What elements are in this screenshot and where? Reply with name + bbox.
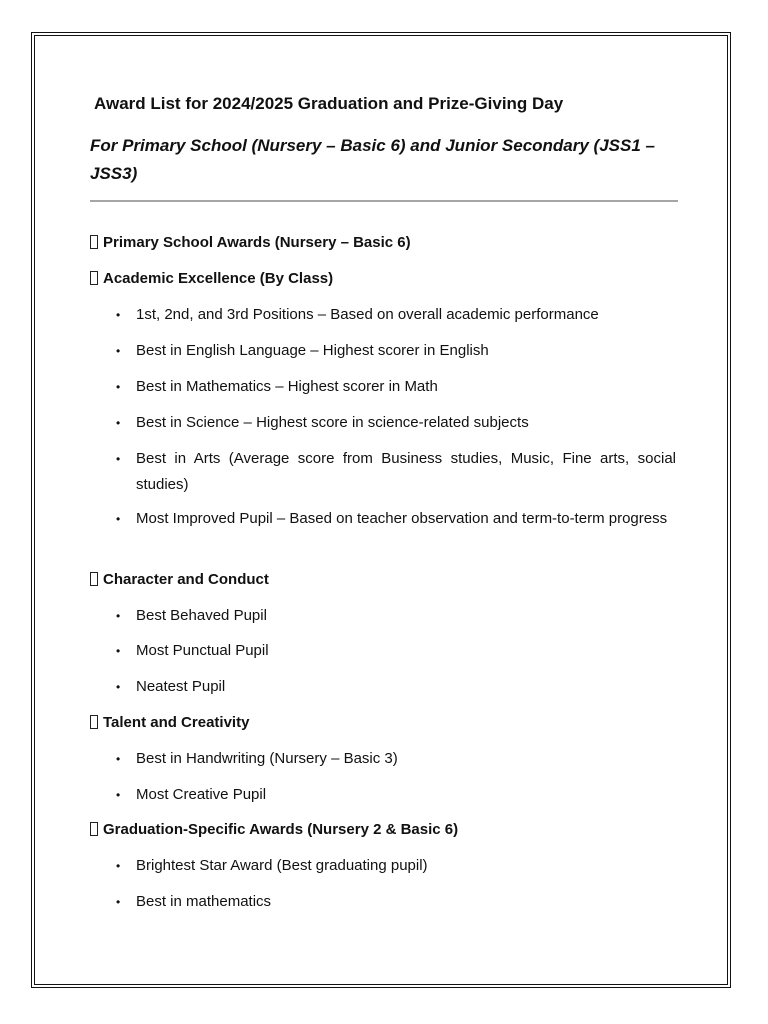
- list-item-text: Best in Science – Highest score in science-related subjects: [136, 414, 529, 431]
- missing-glyph-icon: [90, 235, 98, 249]
- list-item-text: Best in Mathematics – Highest scorer in Math: [136, 378, 438, 395]
- list-item: [116, 302, 676, 328]
- bullet-icon: •: [116, 512, 121, 526]
- bullet-icon: •: [116, 859, 121, 873]
- section-heading-primary: [90, 234, 411, 251]
- missing-glyph-icon: [90, 572, 98, 586]
- list-item: [116, 338, 676, 364]
- list-item: [116, 603, 676, 629]
- list-item-text: Best in Arts (Average score from Business studies, Music, Fine arts, social studies): [136, 450, 676, 493]
- bullet-icon: •: [116, 380, 121, 394]
- bullet-icon: •: [116, 308, 121, 322]
- list-item-text: Best in English Language – Highest scorer in English: [136, 342, 489, 359]
- bullet-icon: •: [116, 452, 121, 466]
- bullet-icon: •: [116, 644, 121, 658]
- list-item: [116, 674, 676, 700]
- section-heading-academic: [90, 270, 333, 287]
- section-heading-character: [90, 571, 269, 588]
- list-item: [116, 446, 676, 498]
- section-heading-text: Character and Conduct: [103, 571, 269, 588]
- list-item: [116, 889, 676, 915]
- list-item-text: Neatest Pupil: [136, 678, 226, 695]
- list-item-text: Most Punctual Pupil: [136, 642, 269, 659]
- list-item-text: Brightest Star Award (Best graduating pupil): [136, 857, 428, 874]
- list-item: [116, 782, 676, 808]
- list-item-text: Best in mathematics: [136, 893, 272, 910]
- bullet-icon: •: [116, 416, 121, 430]
- bullet-icon: •: [116, 788, 121, 802]
- missing-glyph-icon: [90, 271, 98, 285]
- horizontal-rule: [90, 200, 678, 202]
- list-item: [116, 853, 676, 879]
- list-item: [116, 374, 676, 400]
- list-item: [116, 638, 676, 664]
- bullet-icon: •: [116, 680, 121, 694]
- list-item-text: Most Creative Pupil: [136, 786, 267, 803]
- bullet-icon: •: [116, 344, 121, 358]
- section-heading-text: Primary School Awards (Nursery – Basic 6): [103, 234, 411, 251]
- list-item: [116, 746, 676, 772]
- list-item-text: Best in Handwriting (Nursery – Basic 3): [136, 750, 398, 767]
- bullet-icon: •: [116, 609, 121, 623]
- document-subtitle: For Primary School (Nursery – Basic 6) and Junior Secondary (JSS1 – JSS3): [90, 136, 655, 183]
- bullet-icon: •: [116, 895, 121, 909]
- list-item: [116, 506, 676, 532]
- bullet-icon: •: [116, 752, 121, 766]
- document-title: Award List for 2024/2025 Graduation and Prize-Giving Day: [94, 94, 564, 113]
- list-item-text: Best Behaved Pupil: [136, 607, 267, 624]
- section-heading-talent: [90, 714, 249, 731]
- section-heading-text: Talent and Creativity: [103, 714, 250, 731]
- section-heading-text: Graduation-Specific Awards (Nursery 2 & Basic 6): [103, 821, 459, 838]
- missing-glyph-icon: [90, 715, 98, 729]
- list-item-text: 1st, 2nd, and 3rd Positions – Based on overall academic performance: [136, 306, 599, 323]
- section-heading-text: Academic Excellence (By Class): [103, 270, 334, 287]
- missing-glyph-icon: [90, 822, 98, 836]
- list-item-text: Most Improved Pupil – Based on teacher observation and term-to-term progress: [136, 510, 668, 527]
- section-heading-graduation: [90, 821, 458, 838]
- list-item: [116, 410, 676, 436]
